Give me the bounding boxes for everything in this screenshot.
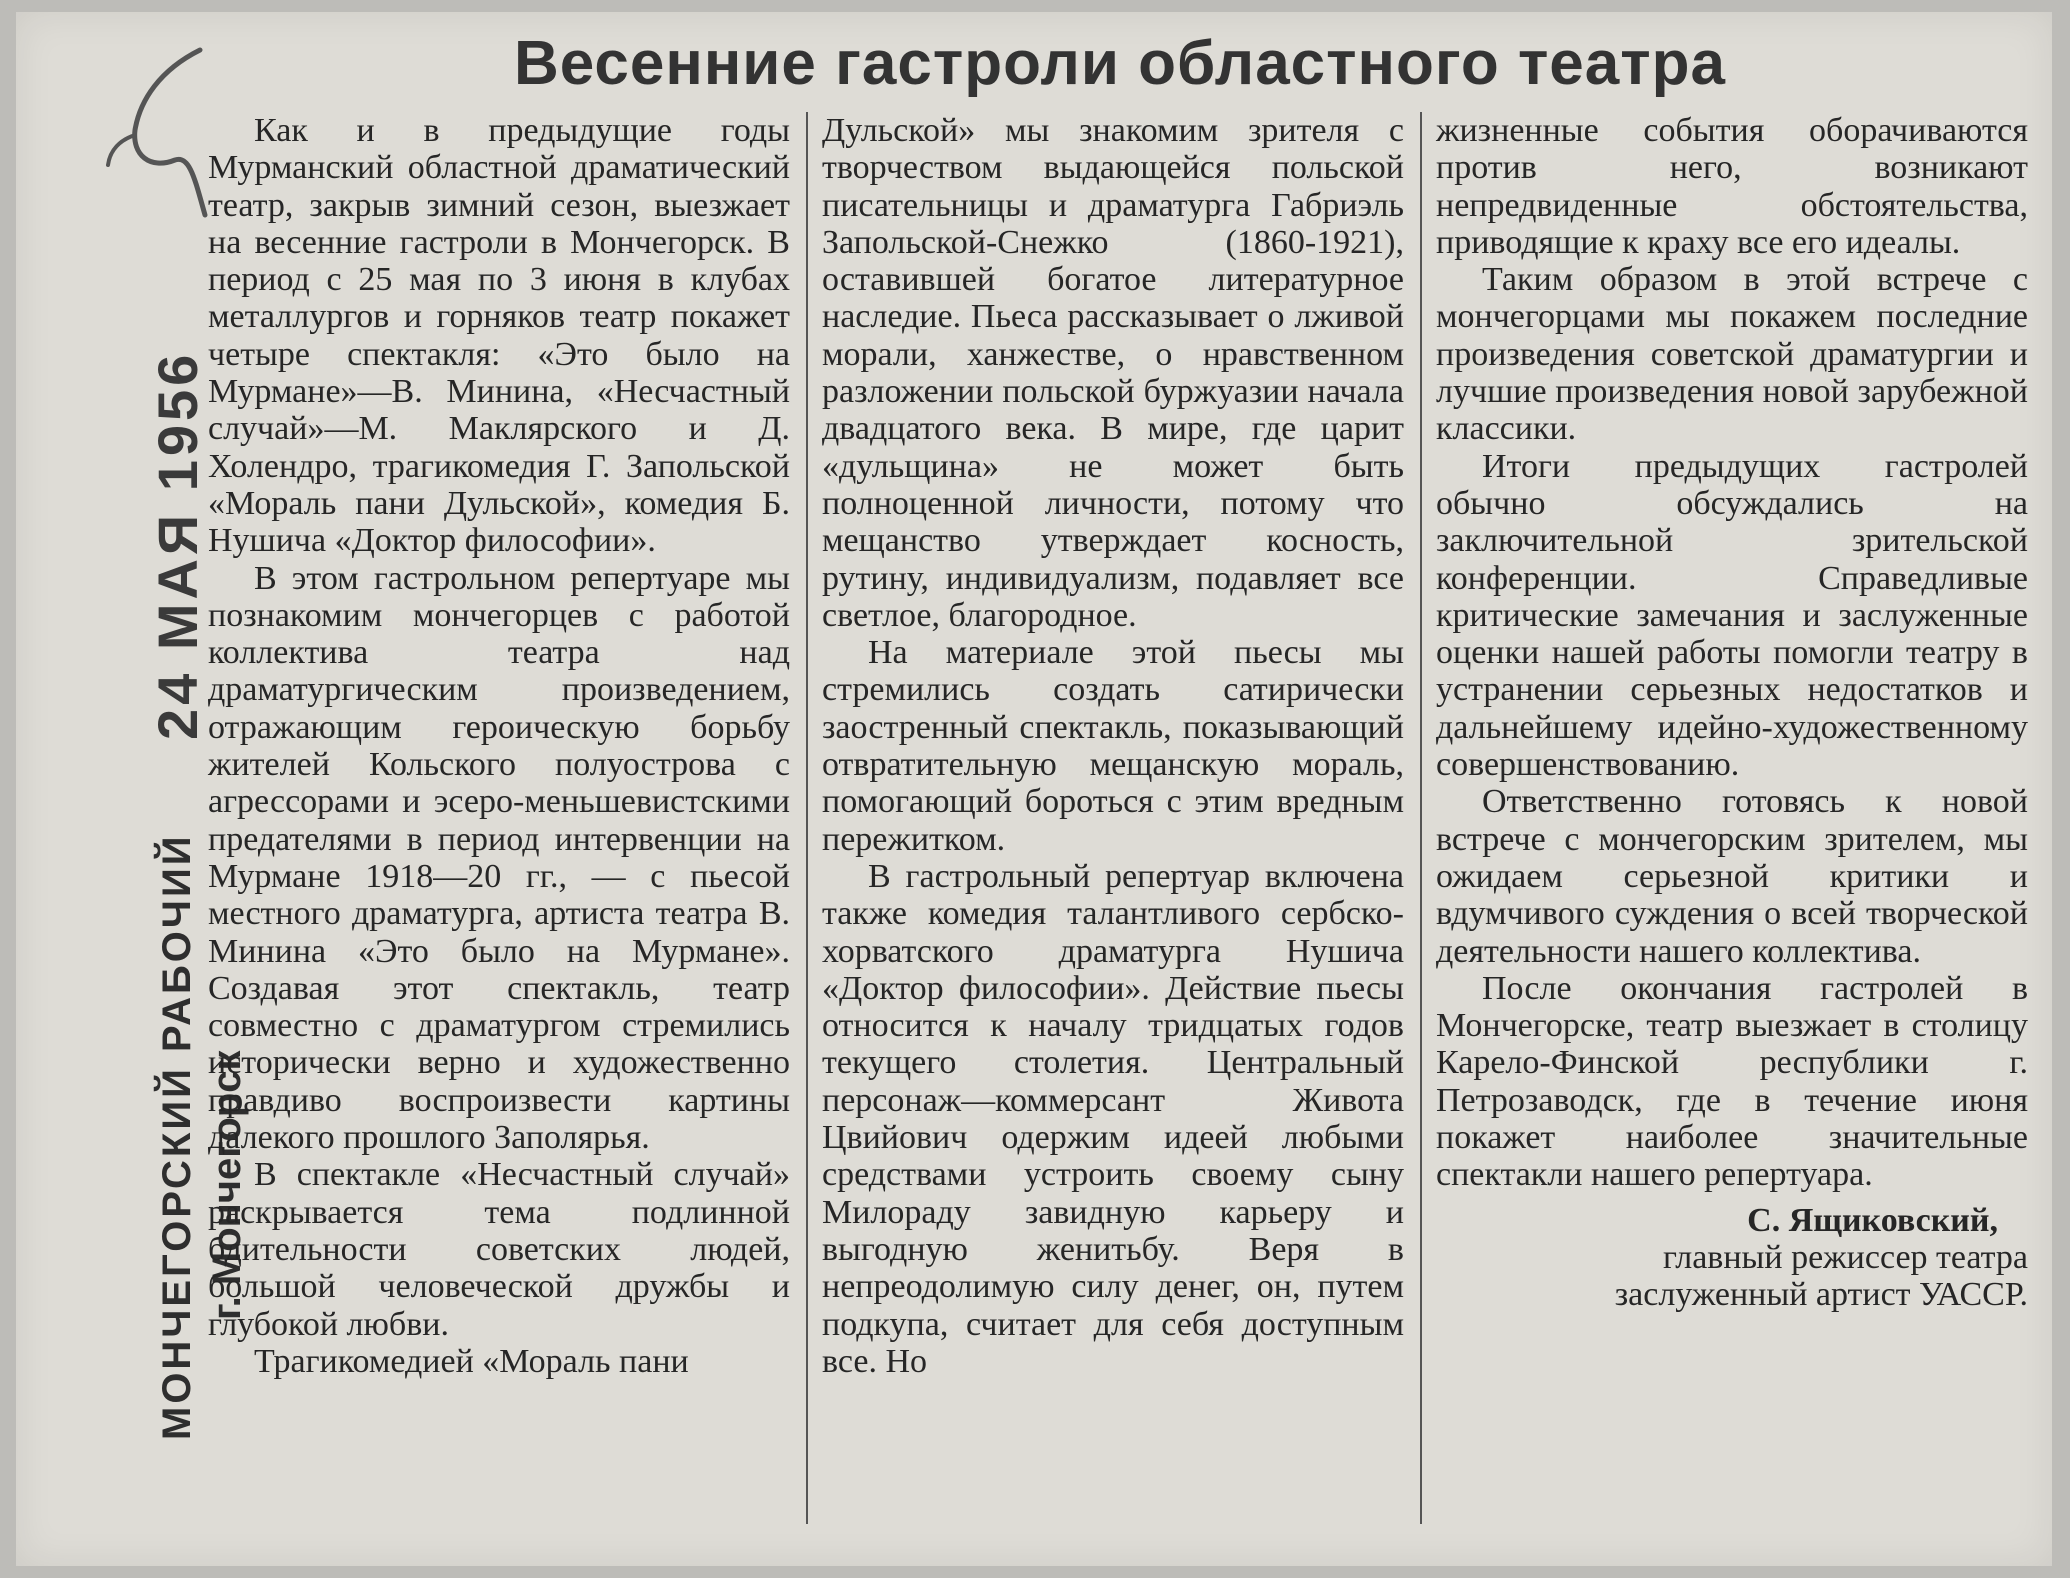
article-column-1 (208, 112, 790, 1532)
author-signature (1436, 1202, 2028, 1314)
article-headline: Весенние гастроли областного театра (513, 29, 1726, 98)
handwritten-pen-mark (80, 40, 220, 220)
paragraph: Итоги предыдущих гастролей обычно обсуждались на заключительной зрительской конференции. Справедливые критические замечания и заслуженные оценки нашей работы помогли театру в устранении серьезных недостатков и дальнейшему идейно-художественному совершенствованию. (1436, 447, 2028, 784)
article-column-3 (1436, 112, 2028, 1532)
author-role: главный режиссер театра (1663, 1238, 2028, 1276)
paragraph: жизненные события оборачиваются против него, возникают непредвиденные обстоятельства, приводящие к краху все его идеалы. (1436, 112, 2028, 261)
stamp-date: 24 МАЯ 1956 (146, 350, 209, 740)
paragraph: В гастрольный репертуар включена также комедия талантливого сербско-хорватского драматурга Нушича «Доктор философии». Действие пьесы относится к началу тридцатых годов текущего столетия. Центральный персонаж—коммерсант Живота Цвийович одержим идеей любыми средствами устроить своему сыну Милораду завидную карьеру и выгодную женитьбу. Веря в непреодолимую силу денег, он, путем подкупа, считает для себя доступным все. Но (822, 857, 1404, 1380)
paragraph: Ответственно готовясь к новой встрече с мончегорским зрителем, мы ожидаем серьезной критики и вдумчивого суждения о всей творческой деятельности нашего коллектива. (1436, 783, 2028, 970)
paragraph: В этом гастрольном репертуаре мы познакомим мончегорцев с работой коллектива театра над драматургическим произведением, отражающим героическую борьбу жителей Кольского полуострова с агрессорами и эсеро-меньшевистскими предателями в период интервенции на Мурмане 1918—20 гг., — с пьесой местного драматурга, артиста театра В. Минина «Это было на Мурмане». Создавая этот спектакль, театр совместно с драматургом стремились исторически верно и художественно правдиво воспроизвести картины далекого прошлого Заполярья. (208, 559, 790, 1157)
stamp-newspaper-name: МОНЧЕГОРСКИЙ РАБОЧИЙ (155, 833, 199, 1440)
paragraph: Таким образом в этой встрече с мончегорцами мы покажем последние произведения советской драматургии и лучшие произведения новой зарубежной классики. (1436, 261, 2028, 448)
paragraph: Как и в предыдущие годы Мурманский областной драматический театр, закрыв зимний сезон, выезжает на весенние гастроли в Мончегорск. В период с 25 мая по 3 июня в клубах металлургов и горняков театр покажет четыре спектакля: «Это было на Мурмане»—В. Минина, «Несчастный случай»—М. Маклярского и Д. Холендро, трагикомедия Г. Запольской «Мораль пани Дульской», комедия Б. Нушича «Доктор философии». (208, 112, 790, 560)
paragraph: Дульской» мы знакомим зрителя с творчеством выдающейся польской писательницы и драматурга Габриэль Запольской-Снежко (1860-1921), оставившей богатое литературное наследие. Пьеса рассказывает о лживой морали, ханжестве, о нравственном разложении польской буржуазии начала двадцатого века. В мире, где царит «дульщина» не может быть полноценной личности, потому что мещанство утверждает косность, рутину, индивидуализм, подавляет все светлое, благородное. (822, 112, 1404, 634)
column-divider (1420, 112, 1422, 1524)
paragraph: На материале этой пьесы мы стремились создать сатирически заостренный спектакль, показывающий отвратительную мещанскую мораль, помогающий бороться с этим вредным пережитком. (822, 634, 1404, 858)
article-column-2 (822, 112, 1404, 1532)
paragraph: В спектакле «Несчастный случай» раскрывается тема подлинной бдительности советских людей, большой человеческой дружбы и глубокой любви. (208, 1156, 790, 1343)
paragraph: После окончания гастролей в Мончегорске, театр выезжает в столицу Карело-Финской республики г. Петрозаводск, где в течение июня покажет наиболее значительные спектакли нашего репертуара. (1436, 969, 2028, 1194)
author-title: заслуженный артист УАССР. (1614, 1276, 2028, 1314)
author-name: С. Ящиковский, (1747, 1201, 1998, 1239)
stamp-city: г. Мончегорск (205, 1050, 249, 1320)
paragraph: Трагикомедией «Мораль пани (254, 1342, 689, 1380)
column-divider (806, 112, 808, 1524)
